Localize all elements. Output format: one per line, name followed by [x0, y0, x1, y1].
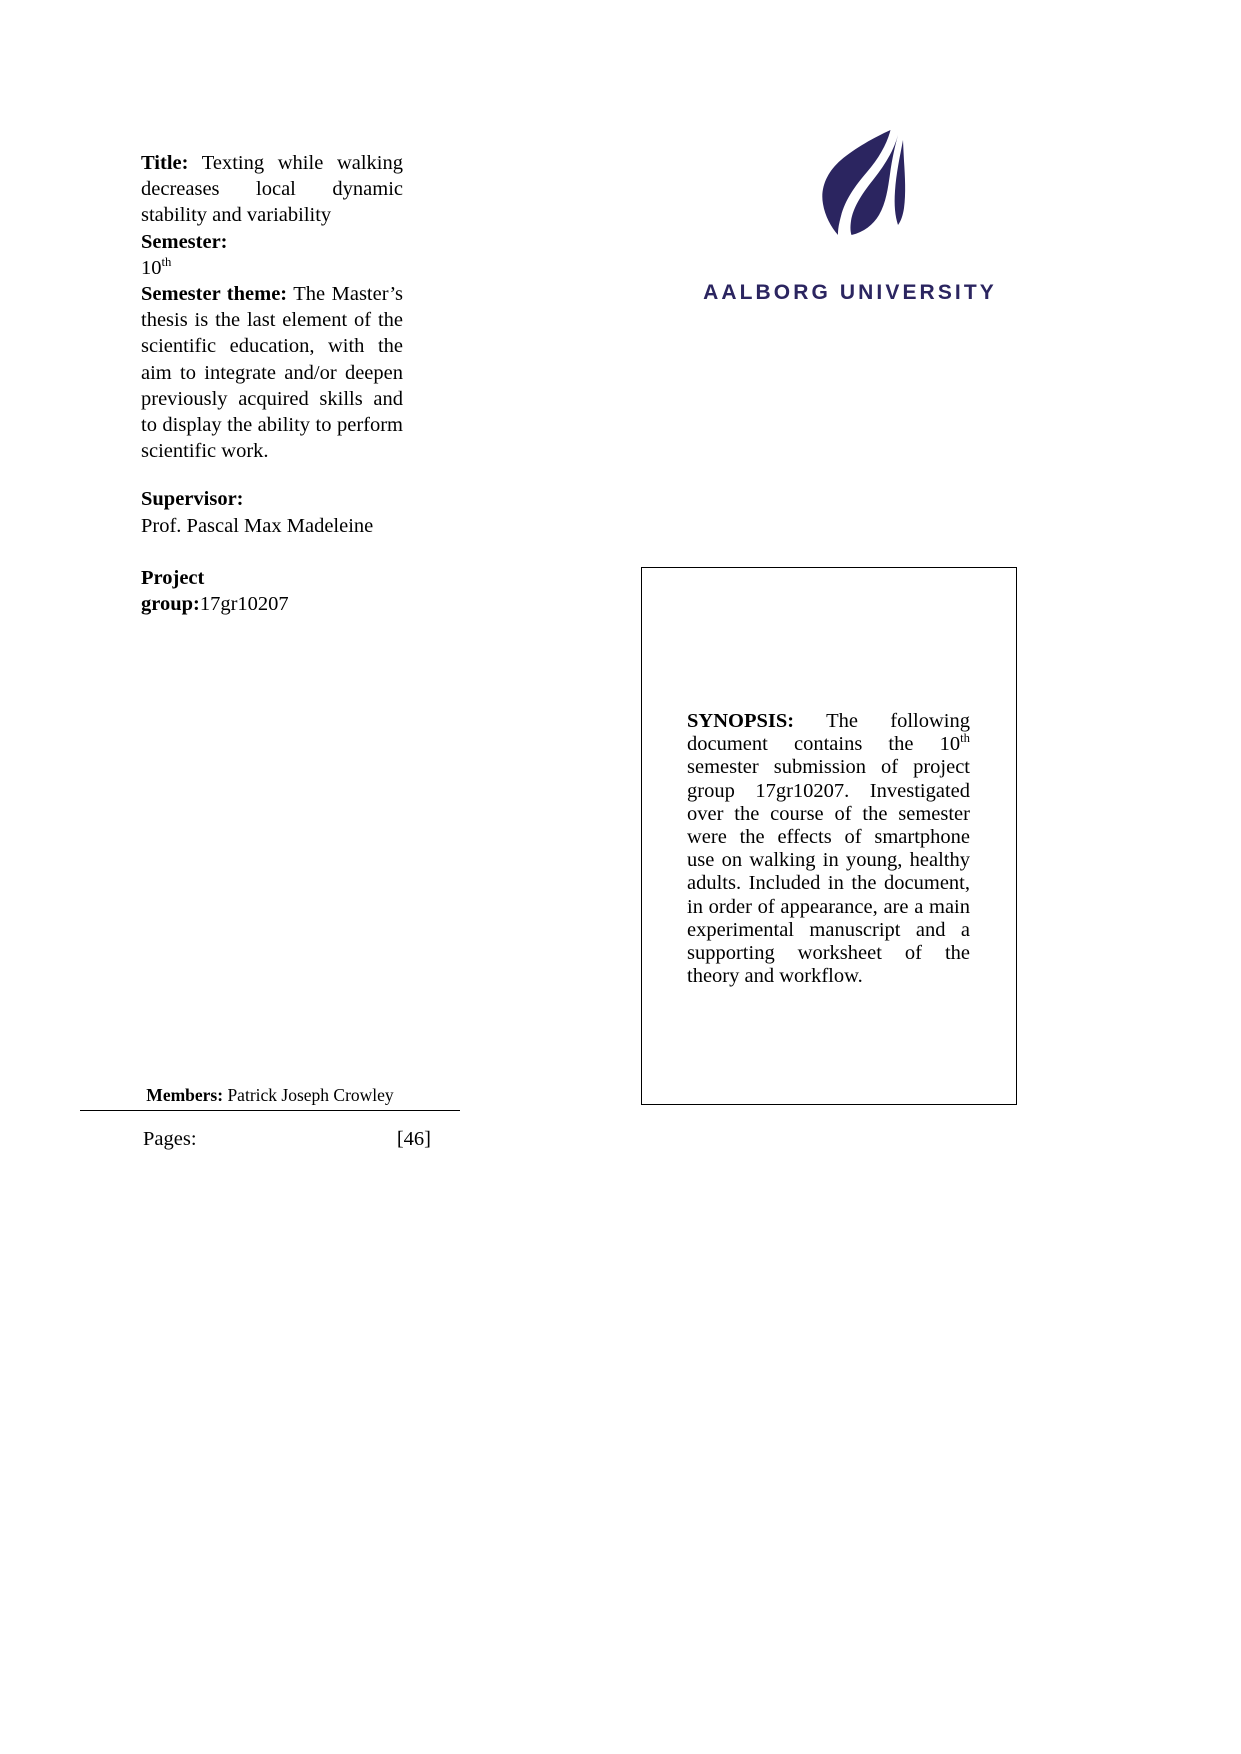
members-line [80, 1084, 460, 1110]
synopsis-body-part2: semester submission of project group 17gr10207. Investigated over the course of the semester were the effects of smartphone use on walking in young, healthy adults. Included in the document, in order of appearance, are a main experimental manuscript and a supporting worksheet of the theory and workflow. [687, 756, 970, 988]
semester-theme-block [141, 281, 403, 464]
project-group-label-line2: group: [141, 593, 200, 616]
title-block [141, 150, 403, 229]
members-label: Members: [146, 1085, 224, 1105]
semester-label: Semester: [141, 230, 228, 253]
spacer [141, 539, 403, 565]
title-value: Texting while walking decreases local dynamic stability and variability [141, 152, 403, 227]
project-group-label-line1: Project [141, 566, 205, 589]
spacer [141, 464, 403, 486]
semester-theme-label: Semester theme: [141, 283, 288, 306]
synopsis-semester-ordinal-suffix: th [960, 731, 970, 746]
pages-block [143, 1126, 431, 1152]
project-group-value: 17gr10207 [199, 593, 289, 616]
synopsis-box [641, 567, 1017, 1105]
semester-theme-value: The Master’s thesis is the last element of the scientific education, with the aim to integrate and/or deepen previously acquired skills and to display the ability to perform scientific work. [141, 283, 403, 463]
pages-label: Pages: [143, 1128, 197, 1150]
synopsis-heading: SYNOPSIS: [687, 710, 795, 732]
members-divider [80, 1110, 460, 1111]
project-group-line2 [141, 591, 403, 617]
aalborg-university-flame-logo-icon [791, 128, 909, 238]
synopsis-semester-number: 10 [939, 733, 961, 756]
synopsis-body-part1: The following document contains the [687, 710, 970, 756]
project-details-column [141, 150, 403, 617]
semester-value: 10th [141, 254, 172, 279]
university-wordmark: AALBORG UNIVERSITY [703, 281, 997, 304]
university-logo [700, 128, 1000, 305]
pages-value: [46] [396, 1128, 431, 1150]
supervisor-label: Supervisor: [141, 488, 244, 511]
members-value: Patrick Joseph Crowley [227, 1085, 394, 1105]
synopsis-text [687, 710, 970, 988]
title-label: Title: [141, 152, 189, 174]
semester-ordinal-suffix: th [161, 254, 172, 269]
members-block [80, 1084, 460, 1111]
supervisor-value: Prof. Pascal Max Madeleine [141, 514, 374, 537]
